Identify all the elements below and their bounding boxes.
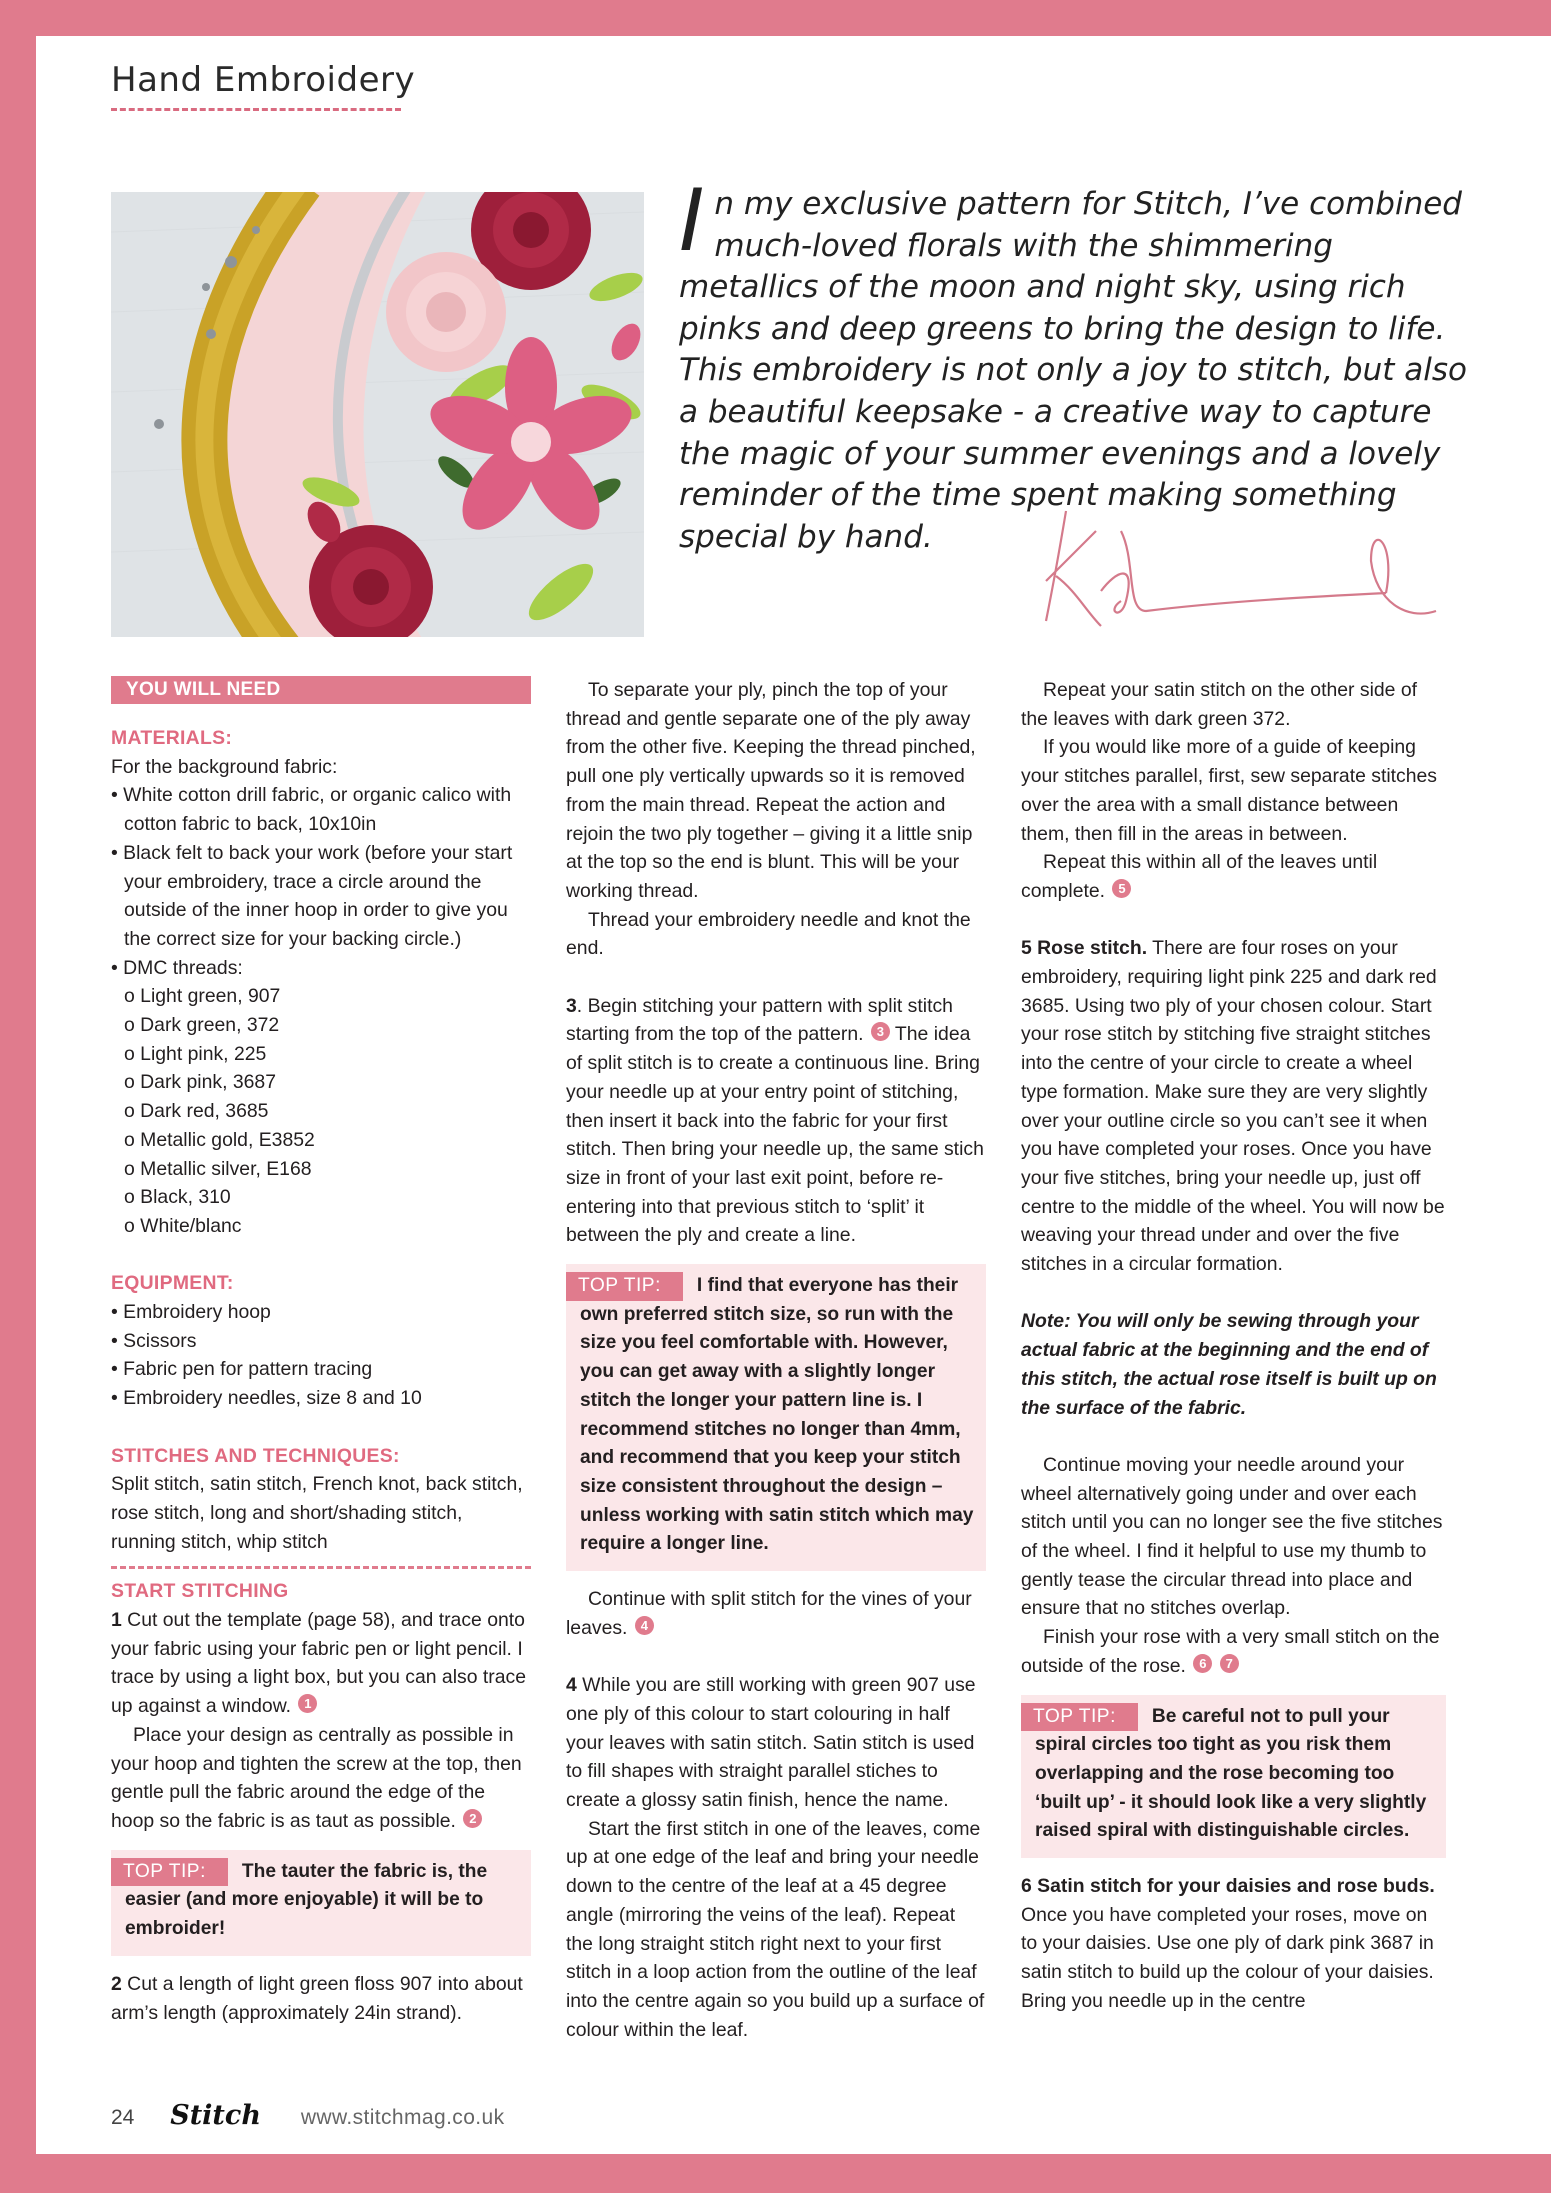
paragraph: Repeat this within all of the leaves until complete. 5 (1021, 851, 1378, 902)
embroidery-photo (111, 192, 644, 637)
page-footer (111, 2100, 505, 2131)
paragraph: Continue moving your needle around your wheel alternatively going under and over each stitch until you can no longer see the five stitches of the wheel. I find it helpful to use my thumb to gently tease the circular thread into place and ensure that no stitches overlap. (1021, 1453, 1443, 1620)
paragraph: Finish your rose with a very small stitch on the outside of the rose. 6 7 (1021, 1626, 1440, 1677)
paragraph: Thread your embroidery needle and knot the end. (566, 908, 971, 960)
magazine-logo: Stitch (170, 2100, 261, 2131)
step-4: 4 While you are still working with green 907 use one ply of this colour to start colouring in half your leaves with satin stitch. Satin stitch is used to fill shapes with straight parallel stiches to create a glossy satin finish, hence the name. (566, 1674, 976, 1811)
embroidery-illustration (111, 192, 644, 637)
equipment-item: • Embroidery hoop (111, 1301, 271, 1324)
figure-ref-badge: 6 (1193, 1654, 1212, 1673)
materials-intro: For the background fabric: (111, 755, 338, 778)
paragraph: Start the first stitch in one of the leaves, come up at one edge of the leaf and bring your needle down to the centre of the leaf at a 45 degree angle (mirroring the veins of the leaf). Repeat the long straight stitch right next to your first stitch in a loop action from the outline of the leaf into the centre again so you build up a surface of colour within the leaf. (566, 1817, 985, 2041)
top-tip-label: TOP TIP: (566, 1272, 683, 1301)
column-3 (1021, 676, 1446, 2016)
thread-item: o Black, 310 (124, 1186, 231, 1209)
equipment-item: • Fabric pen for pattern tracing (111, 1358, 373, 1381)
figure-ref-badge: 1 (298, 1694, 317, 1713)
materials-item: • DMC threads: (111, 956, 243, 979)
top-tip-text: The tauter the fabric is, the easier (and more enjoyable) it will be to embroider! (125, 1860, 488, 1940)
note-text: Note: You will only be sewing through your actual fabric at the beginning and the end of this stitch, the actual rose itself is built up on the surface of the fabric. (1021, 1310, 1437, 1419)
thread-item: o Dark green, 372 (124, 1014, 280, 1037)
materials-item: • White cotton drill fabric, or organic calico with cotton fabric to back, 10x10in (111, 784, 512, 836)
intro-dropcap: I (679, 171, 705, 271)
step-number: 2 (111, 1972, 122, 1995)
magazine-page (36, 36, 1551, 2154)
step-3: 3. Begin stitching your pattern with split stitch starting from the top of the pattern. 3 The idea of split stitch is to create a continuous line. Bring your needle up at your entry point of stitching, then insert it back into the fabric for your first stitch. Then bring your needle up, the same stich size in front of your last exit point, before re-entering into that previous stitch to ‘split’ it between the ply and create a line. (566, 994, 984, 1247)
thread-item: o Light green, 907 (124, 985, 281, 1008)
step-2: 2 Cut a length of light green floss 907 into about arm’s length (approximately 24in strand). (111, 1972, 523, 2024)
step-heading: 6 Satin stitch for your daisies and rose buds. (1021, 1875, 1435, 1898)
figure-ref-badge: 5 (1112, 879, 1131, 898)
intro-text-end: special by hand. (679, 518, 933, 555)
author-signature (1026, 501, 1446, 631)
start-stitching-heading: START STITCHING (111, 1580, 289, 1603)
paragraph: Repeat your satin stitch on the other side of the leaves with dark green 372. (1021, 679, 1418, 730)
equipment-item: • Scissors (111, 1329, 197, 1352)
step-number: 4 (566, 1674, 577, 1697)
thread-item: o Metallic silver, E168 (124, 1157, 312, 1180)
materials-item: • Black felt to back your work (before your start your embroidery, trace a circle around the outside of the inner hoop in order to give you the correct size for your backing circle.) (111, 841, 513, 950)
equipment-item: • Embroidery needles, size 8 and 10 (111, 1387, 422, 1410)
intro-text: n my exclusive pattern for Stitch, I’ve combined much-loved florals with the shimmering metallics of the moon and night sky, using rich pinks and deep greens to bring the design to life. This embroidery is not only a joy to stitch, but also a beautiful keepsake - a creative way to capture the magic of your summer evenings and a lovely reminder of the time spent making something (679, 186, 1467, 514)
step-number: 1 (111, 1609, 122, 1632)
column-1 (111, 676, 531, 2027)
paragraph: If you would like more of a guide of keeping your stitches parallel, first, sew separate stitches over the area with a small distance between them, then fill in the areas in between. (1021, 736, 1437, 845)
dashed-divider (111, 1566, 531, 1569)
top-tip-box (111, 1850, 531, 1956)
top-tip-label: TOP TIP: (111, 1858, 228, 1887)
page-number: 24 (111, 2106, 135, 2129)
magazine-url: www.stitchmag.co.uk (300, 2106, 505, 2129)
stitches-heading: STITCHES AND TECHNIQUES: (111, 1444, 400, 1467)
top-tip-text: I find that everyone has their own preferred stitch size, so run with the size you feel comfortable with. However, you can get away with a slightly longer stitch the longer your pattern line is. I recommend stitches no longer than 4mm, and recommend that you keep your stitch size consistent throughout the design – unless working with satin stitch which may require a longer line. (580, 1275, 974, 1555)
thread-item: o Light pink, 225 (124, 1042, 267, 1065)
top-tip-box (1021, 1695, 1446, 1859)
section-title: Hand Embroidery (111, 60, 416, 100)
figure-ref-badge: 3 (871, 1022, 890, 1041)
column-2 (566, 676, 986, 2044)
figure-ref-badge: 2 (463, 1809, 482, 1828)
paragraph: To separate your ply, pinch the top of your thread and gentle separate one of the ply away from the other five. Keeping the thread pinched, pull one ply vertically upwards so it is removed from the main thread. Repeat the action and rejoin the two ply together – giving it a little snip at the top so the end is blunt. This will be your working thread. (566, 679, 976, 902)
top-tip-text: Be careful not to pull your spiral circles too tight as you risk them overlapping and the rose becoming too ‘built up’ - it should look like a very slightly raised spiral with distinguishable circles. (1035, 1705, 1427, 1842)
materials-heading: MATERIALS: (111, 727, 233, 749)
step-1: 1 Cut out the template (page 58), and trace onto your fabric using your fabric pen or light pencil. I trace by using a light box, but you can also trace up against a window. 1 (111, 1609, 526, 1718)
step-6: 6 Satin stitch for your daisies and rose buds. Once you have completed your roses, move on to your daisies. Use one ply of dark pink 3687 in satin stitch to build up the colour of your daisies. Bring you needle up in the centre (1021, 1875, 1435, 2012)
thread-item: o Metallic gold, E3852 (124, 1128, 315, 1151)
top-tip-box (566, 1264, 986, 1571)
step-heading: 5 Rose stitch. (1021, 937, 1148, 960)
section-title-underline (111, 108, 401, 111)
top-tip-label: TOP TIP: (1021, 1703, 1138, 1732)
equipment-heading: EQUIPMENT: (111, 1272, 234, 1295)
you-will-need-heading: YOU WILL NEED (111, 676, 531, 704)
step-5: 5 Rose stitch. There are four roses on your embroidery, requiring light pink 225 and dark red 3685. Using two ply of your chosen colour. Start your rose stitch by stitching five straight stitches into the centre of your circle to create a wheel type formation. Make sure they are very slightly over your outline circle so you can’t see it when you have completed your roses. Once you have your five stitches, bring your needle up, just off centre to the middle of the wheel. You will now be weaving your thread under and over the five stitches in a circular formation. (1021, 937, 1445, 1276)
thread-item: o Dark pink, 3687 (124, 1071, 276, 1094)
thread-item: o White/blanc (124, 1214, 242, 1237)
step-number: 3 (566, 994, 577, 1017)
step-1-continued: Place your design as centrally as possible in your hoop and tighten the screw at the top, then gentle pull the fabric around the edge of the hoop so the fabric is as taut as possible. 2 (111, 1723, 522, 1832)
thread-item: o Dark red, 3685 (124, 1100, 269, 1123)
figure-ref-badge: 4 (635, 1616, 654, 1635)
stitches-text: Split stitch, satin stitch, French knot, back stitch, rose stitch, long and short/shading stitch, running stitch, whip stitch (111, 1473, 523, 1553)
paragraph: Continue with split stitch for the vines of your leaves. 4 (566, 1588, 972, 1639)
figure-ref-badge: 7 (1220, 1654, 1239, 1673)
